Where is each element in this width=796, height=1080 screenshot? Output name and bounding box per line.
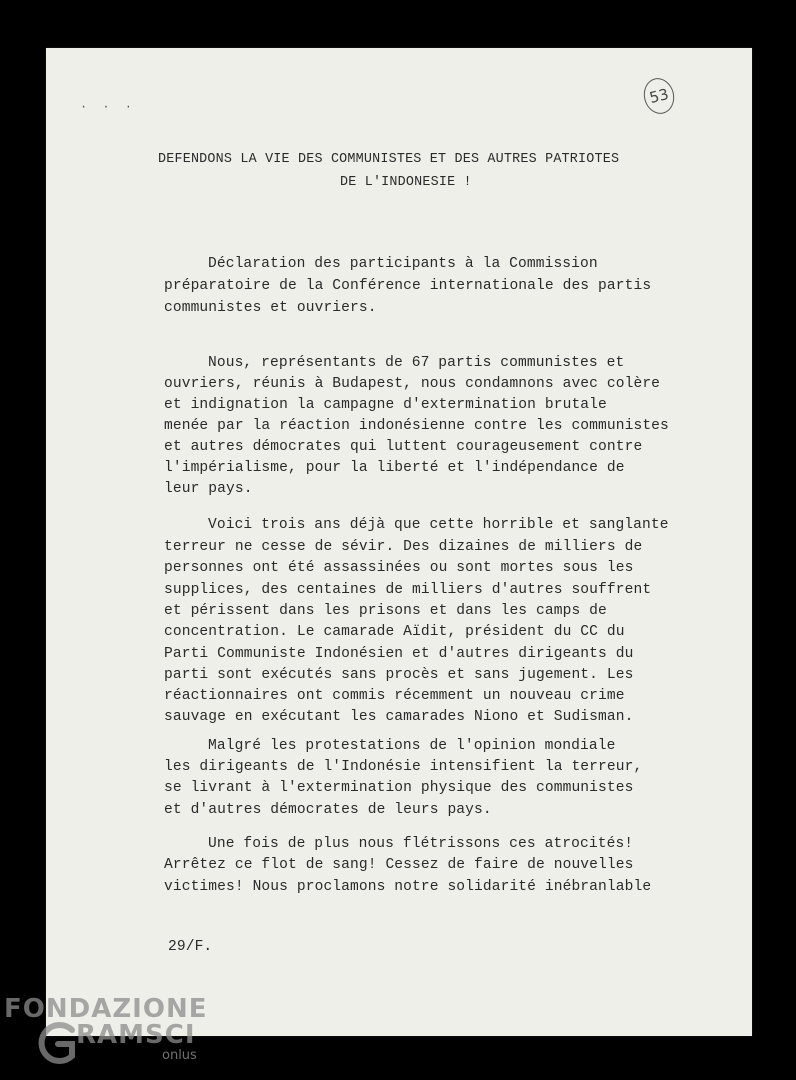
p1-line-5: et autres démocrates qui luttent courageusement contre xyxy=(164,439,643,455)
p2-line-8: parti sont exécutés sans procès et sans jugement. Les xyxy=(164,667,634,683)
watermark-line-3: onlus xyxy=(162,1048,197,1063)
p3-line-2: les dirigeants de l'Indonésie intensifient la terreur, xyxy=(164,759,643,775)
p2-line-3: personnes ont été assassinées ou sont mortes sous les xyxy=(164,560,634,576)
p3-line-3: se livrant à l'extermination physique des communistes xyxy=(164,780,634,796)
p2-line-5: et périssent dans les prisons et dans les camps de xyxy=(164,603,607,619)
p2-line-6: concentration. Le camarade Aïdit, président du CC du xyxy=(164,624,625,640)
fondazione-gramsci-watermark xyxy=(2,990,208,1070)
watermark-line-1: FONDAZIONE xyxy=(4,994,208,1024)
p1-line-2: ouvriers, réunis à Budapest, nous condamnons avec colère xyxy=(164,376,661,392)
p2-line-2: terreur ne cesse de sévir. Des dizaines de milliers de xyxy=(164,539,643,555)
p2-line-9: réactionnaires ont commis récemment un nouveau crime xyxy=(164,688,625,704)
p2-line-1: Voici trois ans déjà que cette horrible et sanglante xyxy=(208,517,669,533)
footer-code: 29/F. xyxy=(168,939,213,955)
watermark-line-2: RAMSCI xyxy=(76,1020,196,1050)
document-page xyxy=(46,48,752,1036)
p1-line-7: leur pays. xyxy=(164,481,253,497)
declaration-line-1: Déclaration des participants à la Commission xyxy=(208,256,598,272)
p2-line-7: Parti Communiste Indonésien et d'autres dirigeants du xyxy=(164,646,634,662)
p3-line-4: et d'autres démocrates de leurs pays. xyxy=(164,802,492,818)
p4-line-2: Arrêtez ce flot de sang! Cessez de faire de nouvelles xyxy=(164,857,634,873)
p1-line-4: menée par la réaction indonésienne contre les communistes xyxy=(164,418,669,434)
paper-specks: · · · xyxy=(80,100,137,114)
gramsci-g-logo-icon xyxy=(36,1016,78,1072)
circled-page-number: 53 xyxy=(640,75,678,117)
p2-line-4: supplices, des centaines de milliers d'autres souffrent xyxy=(164,582,652,598)
declaration-line-3: communistes et ouvriers. xyxy=(164,300,377,316)
p4-line-1: Une fois de plus nous flétrissons ces atrocités! xyxy=(208,836,634,852)
declaration-line-2: préparatoire de la Conférence internationale des partis xyxy=(164,278,652,294)
p1-line-1: Nous, représentants de 67 partis communistes et xyxy=(208,355,625,371)
p3-line-1: Malgré les protestations de l'opinion mondiale xyxy=(208,738,616,754)
title-line-1: DEFENDONS LA VIE DES COMMUNISTES ET DES AUTRES PATRIOTES xyxy=(158,152,620,167)
title-line-2: DE L'INDONESIE ! xyxy=(340,175,472,190)
p1-line-3: et indignation la campagne d'extermination brutale xyxy=(164,397,607,413)
p4-line-3: victimes! Nous proclamons notre solidarité inébranlable xyxy=(164,879,652,895)
p1-line-6: l'impérialisme, pour la liberté et l'indépendance de xyxy=(164,460,625,476)
p2-line-10: sauvage en exécutant les camarades Niono et Sudisman. xyxy=(164,709,634,725)
